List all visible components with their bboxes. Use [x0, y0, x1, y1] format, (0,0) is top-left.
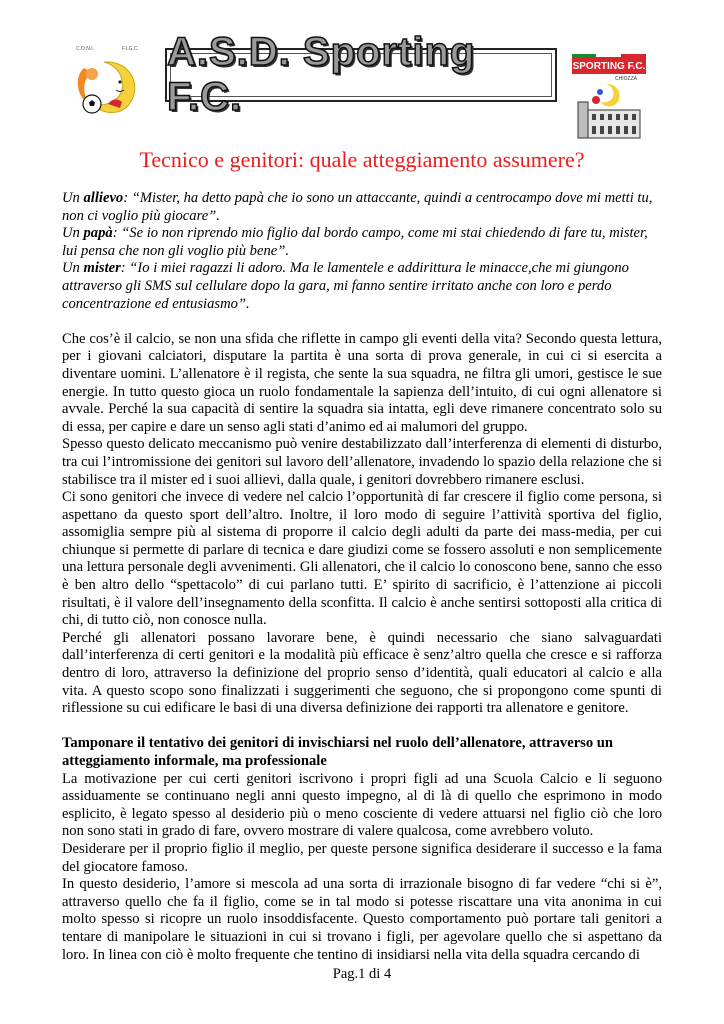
paragraph: Che cos’è il calcio, se non una sfida che riflette in campo gli eventi della vita? Secondo questa lettura, per i giovani calciatori, disputare la partita è una sorta di prova generale, in cui ci si esercita a diventare uomini. L’allenatore è il regista, che sente la sua squadra, ne filtra gli umori, gestisce le sue energie. In tutto questo gioca un ruolo fondamentale la sapienza dell’intuito, di cui ogni allenatore si avvale. Perché la sua capacità di sentire la squadra sia intatta, egli deve rimanere concentrato solo su di essa, per capire e dare un senso agli stati d’animo ed ai malumori del gruppo.: [62, 330, 662, 435]
paragraph: In questo desiderio, l’amore si mescola ad una sorta di irrazionale bisogno di far vedere “chi si è”, attraverso quello che fa il figlio, come se in tal modo si potesse riscattare una vita anonima in cui molto spesso si ricopre un ruolo insoddisfacente. Questo comportamento può portare tali genitori a tentare di manipolare le situazioni in cui si trovano i figli, per agevolare quello che si aspettano da loro. In linea con ciò è molto frequente che tentino di insidiarsi nella vita della squadra cercando di: [62, 876, 662, 963]
dialog-line: Un papà: “Se io non riprendo mio figlio dal bordo campo, come mi stai chiedendo di fare tu, mister, lui pensa che non gli voglio più bene”.: [62, 225, 648, 259]
page-number: Pag.1 di 4: [332, 966, 392, 982]
club-name-banner: [165, 30, 557, 119]
paragraph: La motivazione per cui certi genitori iscrivono i propri figli ad una Scuola Calcio e li seguono assiduamente se continuano negli anni questo impegno, al di là di quello che esprimono in modo esplicito, è legato spesso al desiderio più o meno cosciente di vedere attuarsi nel figlio ciò che loro non sono stati in grado di fare, ovvero mostrare di valere qualcosa, come avrebbero voluto.: [62, 770, 662, 840]
dialog-line: Un allievo: “Mister, ha detto papà che io sono un attaccante, quindi a centrocampo dove mi metti tu, non ci voglio più giocare”.: [62, 190, 653, 224]
coni-figc-logo: [70, 46, 150, 120]
dialog-line: Un mister: “Io i miei ragazzi li adoro. Ma le lamentele e addirittura le minacce,che mi giungono attraverso gli SMS sul cellulare dopo la gara, mi fanno sentire irritato anche con loro e perdo concentrazione ed entusiasmo”.: [62, 260, 629, 312]
crest-icon: [566, 50, 652, 142]
crest-title: SPORTING F.C.: [572, 61, 646, 72]
crest-subtitle: CHIOZZA: [615, 76, 637, 82]
paragraph: Spesso questo delicato meccanismo può venire destabilizzato dall’interferenza di elementi di disturbo, tra cui l’intromissione dei genitori sul lavoro dell’allenatore, invadendo lo spazio della relazione che si stabilisce tra il mister ed i suoi allievi, dalla quale, i genitori dovrebbero rimanere esclusi.: [62, 436, 662, 488]
dialog-speaker: allievo: [83, 190, 124, 206]
moon-ball-icon: [70, 46, 150, 120]
dialog-speaker: papà: [83, 225, 113, 242]
dialog-speaker: mister: [83, 260, 121, 277]
page-title: Tecnico e genitori: quale atteggiamento assumere?: [139, 147, 585, 172]
figc-label: F.I.G.C.: [122, 46, 139, 52]
coni-label: C.O.N.I.: [76, 46, 95, 52]
paragraph: Desiderare per il proprio figlio il meglio, per queste persone significa desiderare il successo e la fama del giocatore famoso.: [62, 840, 662, 875]
club-name-title: A.S.D. Sporting F.C.: [167, 30, 476, 119]
sporting-fc-crest: [566, 50, 652, 142]
paragraph: Ci sono genitori che invece di vedere nel calcio l’opportunità di far crescere il figlio come persona, si aspettano da questo sport dell’altro. Inoltre, il loro modo di seguire l’attività sportiva del figlio, assomiglia sempre più al sistema di proporre il calcio degli adulti da parte dei mass-media, per cui chiunque si permette di parlare di tecnica e dare giudizi come se fossero assoluti e non semplicemente una lettura personale degli avvenimenti. Gli allenatori, che il calcio lo conoscono bene, sanno che esso è ben altro dello “spettacolo” di cui parlano tutti. E’ spirito di sacrificio, è l’attenzione ai piccoli risultati, è il valore dell’insegnamento della sconfitta. Il calcio è anche sentirsi sottoposti alla critica di chi, di tutto ciò, non conosce nulla.: [62, 489, 662, 629]
paragraph: Perché gli allenatori possano lavorare bene, è quindi necessario che siano salvaguardati dall’interferenza di certi genitori e la modalità più efficace è senz’altro quella che cresce e si rafforza dentro di loro, attraverso la definizione del proprio senso d’identità, quali educatori al calcio e alla vita. A questo scopo sono finalizzati i suggerimenti che seguono, che si propongono come spunti di riflessione su cui edificare le basi di una diversa definizione dei rapporti tra allenatore e genitore.: [62, 629, 662, 717]
section-heading: Tamponare il tentativo dei genitori di invischiarsi nel ruolo dell’allenatore, attraverso un atteggiamento informale, ma professionale: [62, 735, 614, 769]
article-body: [62, 190, 662, 964]
